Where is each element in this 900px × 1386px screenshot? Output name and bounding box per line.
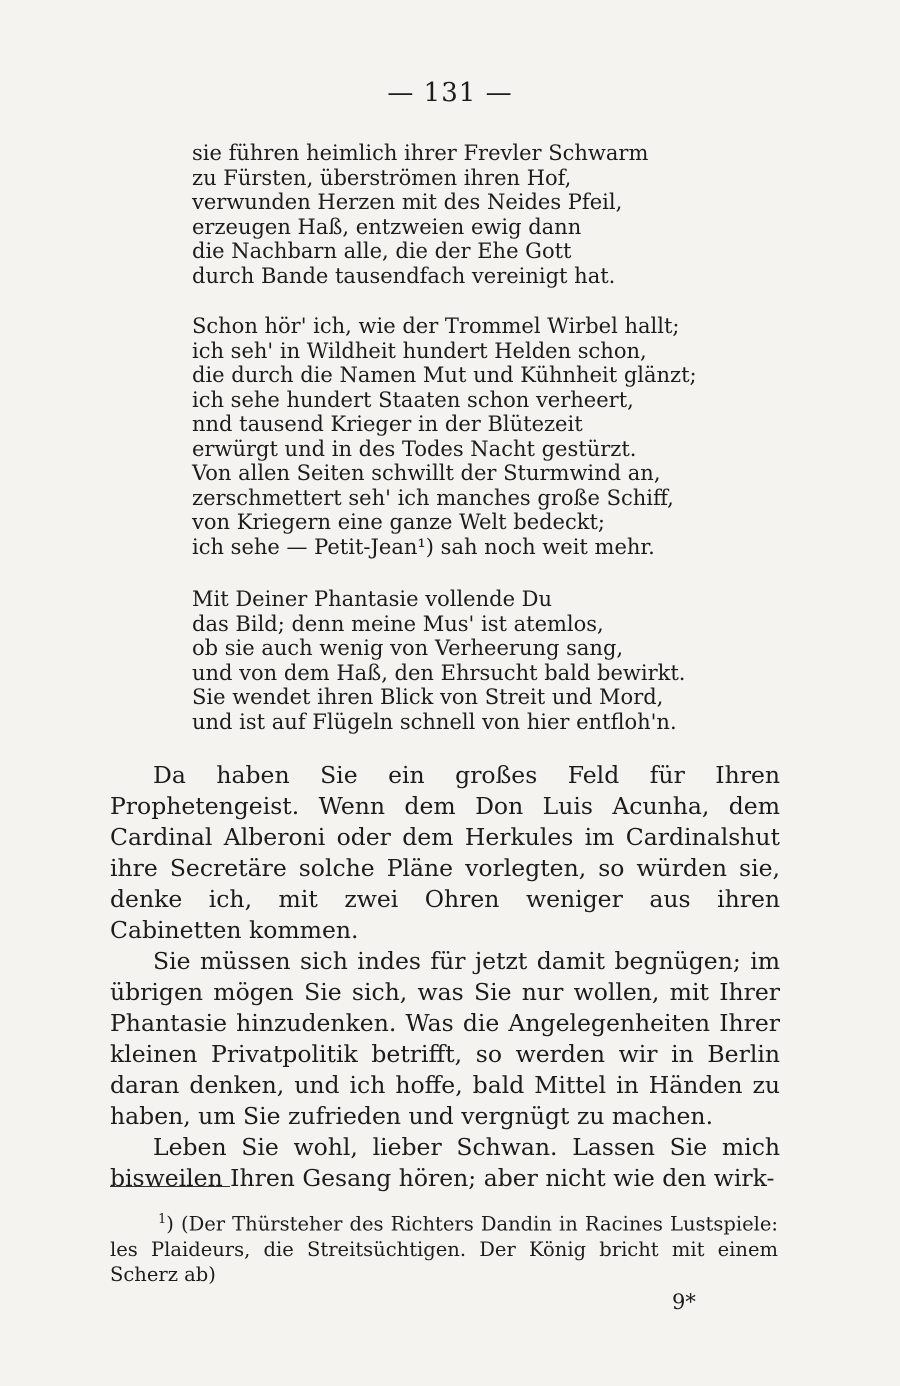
verse-line: zerschmettert seh' ich manches große Schiff, [192, 485, 674, 510]
verse-line: erzeugen Haß, entzweien ewig dann [192, 214, 582, 239]
verse-line: zu Fürsten, überströmen ihren Hof, [192, 165, 572, 190]
verse-line: durch Bande tausendfach vereinigt hat. [192, 263, 616, 288]
page-number: — 131 — [387, 78, 513, 108]
verse-line: und von dem Haß, den Ehrsucht bald bewirkt. [192, 660, 686, 685]
prose-paragraph: Leben Sie wohl, lieber Schwan. Lassen Sie mich bisweilen Ihren Gesang hören; aber nicht wie den wirk- [110, 1133, 780, 1192]
verse-line: nnd tausend Krieger in der Blütezeit [192, 412, 583, 436]
verse-stanza-3 [192, 587, 752, 734]
verse-line: erwürgt und in des Todes Nacht gestürzt. [192, 436, 637, 461]
prose-body [110, 760, 780, 1194]
verse-line: sie führen heimlich ihrer Frevler Schwarm [192, 141, 649, 165]
verse-line: Von allen Seiten schwillt der Sturmwind an, [192, 461, 661, 485]
verse-line: und ist auf Flügeln schnell von hier entfloh'n. [192, 709, 677, 734]
verse-line: ich sehe hundert Staaten schon verheert, [192, 387, 634, 412]
footnote-text: ) (Der Thürsteher des Richters Dandin in Racines Lustspiele: les Plaideurs, die Streitsüchtigen. Der König bricht mit einem Scherz ab) [110, 1212, 778, 1286]
verse-line: die durch die Namen Mut und Kühnheit glänzt; [192, 363, 697, 387]
verse-line: Sie wendet ihren Blick von Streit und Mord, [192, 685, 664, 709]
verse-stanza-2 [192, 314, 752, 559]
verse-line: Schon hör' ich, wie der Trommel Wirbel hallt; [192, 314, 680, 338]
verse-line: ob sie auch wenig von Verheerung sang, [192, 636, 624, 660]
signature-mark: 9* [672, 1290, 696, 1314]
verse-line: von Kriegern eine ganze Welt bedeckt; [192, 510, 605, 534]
verse-line: Mit Deiner Phantasie vollende Du [192, 587, 553, 611]
verse-line: die Nachbarn alle, die der Ehe Gott [192, 239, 572, 263]
prose-paragraph: Da haben Sie ein großes Feld für Ihren Prophetengeist. Wenn dem Don Luis Acunha, dem Cardinal Alberoni oder dem Herkules im Cardinalshut ihre Secretäre solche Pläne vorlegten, so würden sie, denke ich, mit zwei Ohren weniger aus ihren Cabinetten kommen. [110, 761, 780, 944]
verse-line: ich sehe — Petit-Jean¹) sah noch weit mehr. [192, 534, 655, 559]
verse-line: ich seh' in Wildheit hundert Helden schon, [192, 338, 647, 363]
verse-line: das Bild; denn meine Mus' ist atemlos, [192, 611, 604, 636]
footnote [110, 1207, 778, 1287]
verse-stanza-1 [192, 141, 752, 288]
footnote-marker: 1 [158, 1212, 167, 1227]
verse-line: verwunden Herzen mit des Neides Pfeil, [192, 190, 623, 214]
prose-paragraph: Sie müssen sich indes für jetzt damit begnügen; im übrigen mögen Sie sich, was Sie nur wollen, mit Ihrer Phantasie hinzudenken. Was die Angelegenheiten Ihrer kleinen Privatpolitik betrifft, so werden wir in Berlin daran denken, und ich hoffe, bald Mittel in Händen zu haben, um Sie zufrieden und vergnügt zu machen. [110, 947, 780, 1130]
footnote-divider [110, 1186, 230, 1187]
